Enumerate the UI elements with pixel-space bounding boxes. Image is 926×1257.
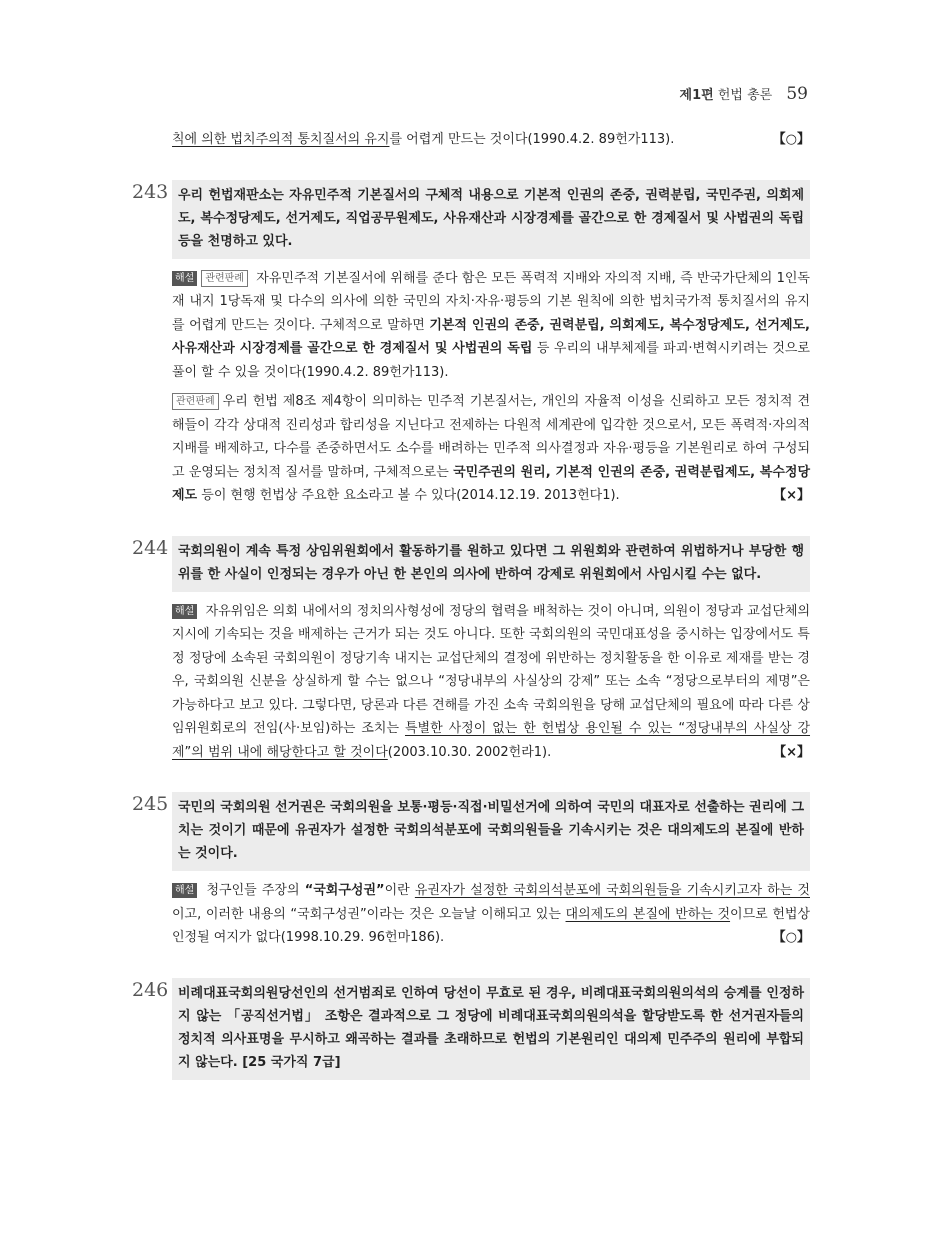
explanation-underlined: 특별한 사정이 없는 한 헌법상 용인될 수 있는 “정당내부의 사실상 강제”의 범위 내에 해당한다고 할 것이다 — [172, 721, 811, 760]
question-245 — [132, 792, 810, 871]
chapter-title: 헌법 총론 — [717, 88, 773, 103]
explanation-bold: “국회구성권” — [304, 883, 385, 898]
explanation-underlined: 대의제도의 본질에 반하는 것 — [565, 906, 731, 922]
explanation-text: 자유위임은 의회 내에서의 정치의사형성에 정당의 협력을 배척하는 것이 아니며, 의원이 정당과 교섭단체의 지시에 기속되는 것을 배제하는 근거가 되는 것도 아니다. 또한 국회의원의 국민대표성을 중시하는 입장에서도 특정 정당에 소속된 국회의원이 정당기속 내지는 교섭단체의 결정에 위반하는 정치활동을 한 이유로 제재를 받는 경우, 국회의원 신분을 상실하게 할 수는 없으나 “정당내부의 사실상의 강제” 또는 소속 “정당으로부터의 제명”은 가능하다고 보고 있다. 그렇다면, 당론과 다른 견해를 가진 소속 국회의원을 당해 교섭단체의 필요에 따라 다른 상임위원회로의 전임(사·보임)하는 조치는 — [172, 603, 811, 736]
explanation-underlined: 유권자가 설정한 국회의석분포에 국회의원들을 기속시키고자 하는 것 — [414, 883, 810, 898]
verdict-244: 【×】 — [773, 744, 810, 760]
explanation-text: 청구인들 주장의 — [206, 883, 305, 898]
question-text: 국민의 국회의원 선거권은 국회의원을 보통·평등·직접·비밀선거에 의하여 국민의 대표자로 선출하는 권리에 그치는 것이기 때문에 유권자가 설정한 국회의석분포에 국회의원들을 기속시키는 것은 대의제도의 본질에 반하는 것이다. — [172, 792, 810, 871]
intro-text: 를 어렵게 만드는 것이다(1990.4.2. 89헌가113). — [389, 132, 675, 147]
question-number: 243 — [132, 180, 169, 203]
explanation-paragraph — [172, 879, 810, 950]
explanation-245 — [172, 879, 810, 950]
explanation-244 — [172, 600, 810, 765]
question-text: 비례대표국회의원당선인의 선거범죄로 인하여 당선이 무효로 된 경우, 비례대표국회의원의석의 승계를 인정하지 않는 「공직선거법」 조항은 결과적으로 그 정당에 비례대표국회의원의석을 할당받도록 한 선거권자들의 정치적 의사표명을 무시하고 왜곡하는 결과를 초래하므로 헌법의 기본원리인 대의제 민주주의 원리에 부합되지 않는다. [25 국가직 7급] — [172, 978, 810, 1080]
explanation-paragraph — [172, 267, 810, 385]
verdict-245: 【○】 — [772, 930, 810, 945]
related-case-tag: 관련판례 — [172, 393, 219, 410]
page-content — [132, 128, 810, 1080]
explanation-text: 이란 — [384, 883, 415, 898]
intro-verdict: 【○】 — [772, 132, 810, 147]
explanation-tag: 해설 — [172, 604, 197, 619]
question-244 — [132, 536, 810, 592]
related-case-tag: 관련판례 — [201, 270, 248, 287]
question-246 — [132, 978, 810, 1080]
explanation-text-end: (2003.10.30. 2002헌라1). — [387, 744, 552, 760]
explanation-text-end: 이므로 헌법상 인정될 여지가 없다(1998.10.29. 96헌마186). — [172, 906, 811, 945]
explanation-243 — [172, 267, 810, 508]
verdict-243: 【×】 — [773, 488, 810, 503]
page-number: 59 — [786, 84, 808, 104]
related-text-end: 등이 현행 헌법상 주요한 요소라고 볼 수 있다(2014.12.19. 2013헌다1). — [197, 488, 620, 503]
related-case-paragraph — [172, 390, 810, 508]
question-number: 244 — [132, 536, 169, 559]
question-243 — [132, 180, 810, 259]
chapter-label: 제1편 — [679, 88, 714, 103]
intro-paragraph — [132, 128, 810, 152]
related-text: 우리 헌법 제8조 제4항이 의미하는 민주적 기본질서는, 개인의 자율적 이성을 신뢰하고 모든 정치적 견해들이 각각 상대적 진리성과 합리성을 지닌다고 전제하는 다원적 세계관에 입각한 것으로서, 모든 폭력적·자의적 지배를 배제하고, 다수를 존중하면서도 소수를 배려하는 민주적 의사결정과 자유·평등을 기본원리로 하여 구성되고 운영되는 정치적 질서를 말하며, 구체적으로는 — [172, 394, 810, 480]
question-number: 246 — [132, 978, 169, 1001]
explanation-paragraph — [172, 600, 810, 765]
explanation-text: 자유민주적 기본질서에 위해를 준다 함은 모든 폭력적 지배와 자의적 지배, 즉 반국가단체의 1인독재 내지 1당독재 및 다수의 의사에 의한 국민의 자치·자유·평등의 기본 원칙에 의한 법치국가적 통치질서의 유지를 어렵게 만드는 것이다. 구체적으로 말하면 — [172, 270, 810, 333]
question-number: 245 — [132, 793, 169, 815]
explanation-text: 이고, 이러한 내용의 “국회구성권”이라는 것은 오늘날 이해되고 있는 — [172, 906, 566, 922]
question-text: 국회의원이 계속 특정 상임위원회에서 활동하기를 원하고 있다면 그 위원회와 관련하여 위법하거나 부당한 행위를 한 사실이 인정되는 경우가 아닌 한 본인의 의사에 반하여 강제로 위원회에서 사임시킬 수는 없다. — [172, 536, 810, 592]
explanation-bold: 기본적 인권의 존중, 권력분립, 의회제도, 복수정당제도, 선거제도, 사유재산과 시장경제를 골간으로 한 경제질서 및 사법권의 독립 — [172, 317, 810, 356]
explanation-text-end: 등 우리의 내부체제를 파괴·변혁시키려는 것으로 풀이 할 수 있을 것이다(1990.4.2. 89헌가113). — [172, 341, 810, 380]
page-header — [680, 84, 808, 104]
explanation-tag: 해설 — [172, 271, 197, 286]
question-text: 우리 헌법재판소는 자유민주적 기본질서의 구체적 내용으로 기본적 인권의 존중, 권력분립, 국민주권, 의회제도, 복수정당제도, 선거제도, 직업공무원제도, 사유재산과 시장경제를 골간으로 한 경제질서 및 사법권의 독립 등을 천명하고 있다. — [172, 180, 810, 259]
intro-underlined: 칙에 의한 법치주의적 통치질서의 유지 — [172, 132, 390, 147]
explanation-tag: 해설 — [172, 883, 197, 898]
related-bold: 국민주권의 원리, 기본적 인권의 존중, 권력분립제도, 복수정당제도 — [172, 464, 811, 503]
